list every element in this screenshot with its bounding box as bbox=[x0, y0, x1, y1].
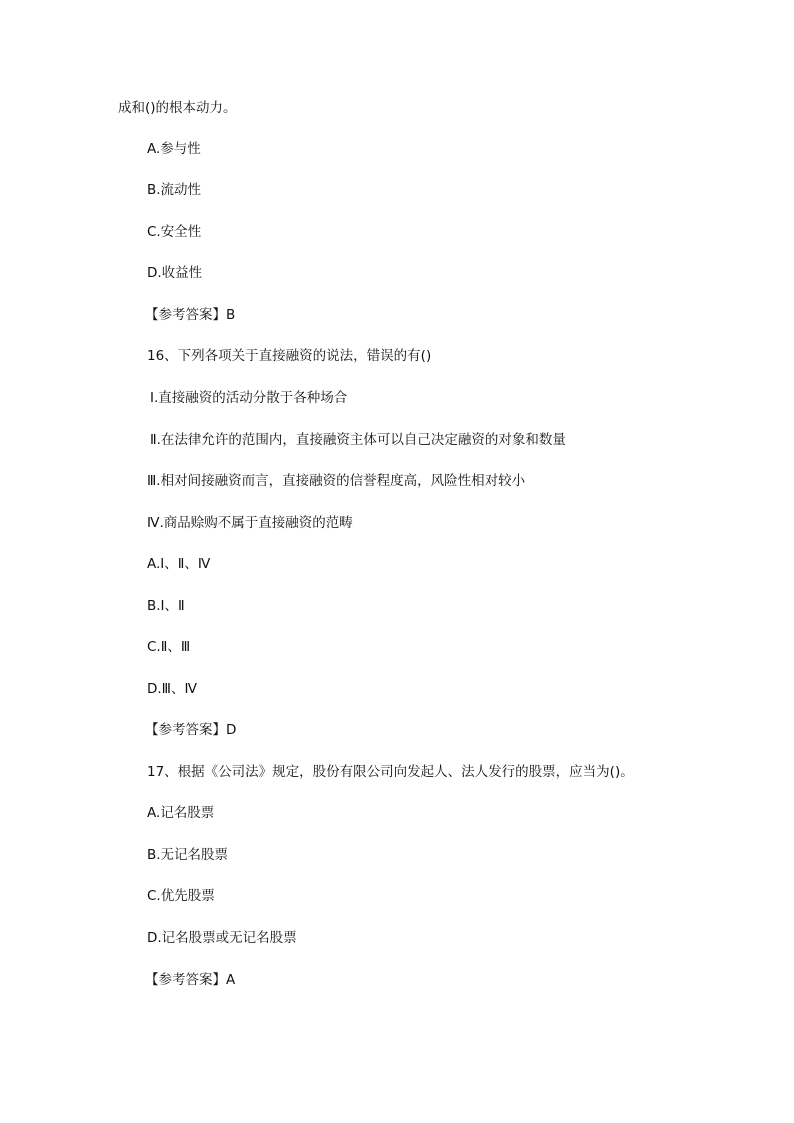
question-16-stem: 16、下列各项关于直接融资的说法，错误的有() bbox=[147, 348, 432, 364]
statement-iii: Ⅲ.相对间接融资而言，直接融资的信誉程度高，风险性相对较小 bbox=[147, 473, 526, 489]
option-b: B.流动性 bbox=[147, 182, 202, 198]
question-15-stem-tail: 成和()的根本动力。 bbox=[118, 100, 237, 116]
statement-ii: Ⅱ.在法律允许的范围内，直接融资主体可以自己决定融资的对象和数量 bbox=[150, 432, 566, 448]
option-c: C.安全性 bbox=[147, 224, 202, 240]
answer-17: 【参考答案】A bbox=[145, 972, 236, 988]
option-b: B.无记名股票 bbox=[147, 847, 229, 863]
statement-i: Ⅰ.直接融资的活动分散于各种场合 bbox=[150, 390, 348, 406]
option-c: C.Ⅱ、Ⅲ bbox=[147, 639, 191, 655]
option-a: A.参与性 bbox=[147, 141, 201, 157]
option-c: C.优先股票 bbox=[147, 888, 215, 904]
option-d: D.记名股票或无记名股票 bbox=[147, 930, 297, 946]
option-a: A.记名股票 bbox=[147, 805, 215, 821]
option-d: D.Ⅲ、Ⅳ bbox=[147, 681, 197, 697]
option-b: B.Ⅰ、Ⅱ bbox=[147, 598, 185, 614]
statement-iv: Ⅳ.商品赊购不属于直接融资的范畴 bbox=[147, 515, 353, 531]
answer-16: 【参考答案】D bbox=[145, 722, 237, 738]
question-17-stem: 17、根据《公司法》规定，股份有限公司向发起人、法人发行的股票，应当为()。 bbox=[147, 764, 634, 780]
option-d: D.收益性 bbox=[147, 265, 203, 281]
option-a: A.Ⅰ、Ⅱ、Ⅳ bbox=[147, 556, 211, 572]
answer-15: 【参考答案】B bbox=[145, 307, 236, 323]
